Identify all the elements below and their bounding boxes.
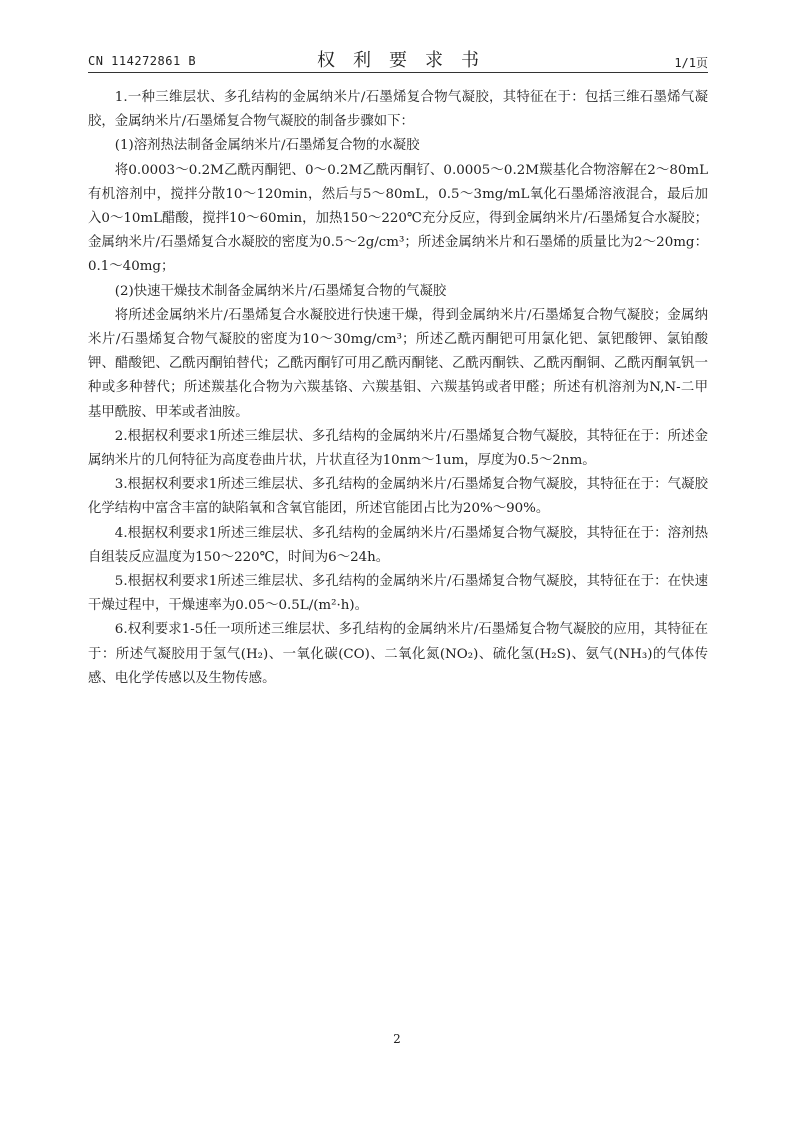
document-title: 权利要求书 <box>317 50 497 71</box>
page-info: 1/1页 <box>674 56 708 70</box>
patent-number: CN 114272861 B <box>88 54 197 68</box>
claim-1-step-2-text: 将所述金属纳米片/石墨烯复合水凝胶进行快速干燥，得到金属纳米片/石墨烯复合物气凝胶；金属纳米片/石墨烯复合物气凝胶的密度为10～30mg/cm³；所述乙酰丙酮钯可用氯化钯、氯钯酸钾、氯铂酸钾、醋酸钯、乙酰丙酮铂替代；乙酰丙酮钌可用乙酰丙酮铑、乙酰丙酮铁、乙酰丙酮铜、乙酰丙酮氧钒一种或多种替代；所述羰基化合物为六羰基铬、六羰基钼、六羰基钨或者甲醛；所述有机溶剂为N,N-二甲基甲酰胺、甲苯或者油胺。 <box>88 307 708 420</box>
claim-2-paragraph: 2.根据权利要求1所述三维层状、多孔结构的金属纳米片/石墨烯复合物气凝胶，其特征在于：所述金属纳米片的几何特征为高度卷曲片状，片状直径为10nm～1um，厚度为0.5～2nm。 <box>88 428 708 469</box>
document-header <box>88 46 708 72</box>
claim-1-paragraph: 1.一种三维层状、多孔结构的金属纳米片/石墨烯复合物气凝胶，其特征在于：包括三维石墨烯气凝胶，金属纳米片/石墨烯复合物气凝胶的制备步骤如下： <box>88 90 708 130</box>
claim-6-paragraph: 6.权利要求1-5任一项所述三维层状、多孔结构的金属纳米片/石墨烯复合物气凝胶的应用，其特征在于：所述气凝胶用于氢气(H₂)、一氧化碳(CO)、二氧化氮(NO₂)、硫化氢(H₂S)、氨气(NH₃)的气体传感、电化学传感以及生物传感。 <box>88 622 708 686</box>
claim-3-paragraph: 3.根据权利要求1所述三维层状、多孔结构的金属纳米片/石墨烯复合物气凝胶，其特征在于：气凝胶化学结构中富含丰富的缺陷氧和含氧官能团，所述官能团占比为20%～90%。 <box>88 477 708 517</box>
claims-body <box>88 86 708 691</box>
claim-4-paragraph: 4.根据权利要求1所述三维层状、多孔结构的金属纳米片/石墨烯复合物气凝胶，其特征在于：溶剂热自组装反应温度为150～220℃，时间为6～24h。 <box>88 525 708 565</box>
claim-1-step-2-heading: (2)快速干燥技术制备金属纳米片/石墨烯复合物的气凝胶 <box>114 283 447 299</box>
claim-5-paragraph: 5.根据权利要求1所述三维层状、多孔结构的金属纳米片/石墨烯复合物气凝胶，其特征在于：在快速干燥过程中，干燥速率为0.05～0.5L/(m²·h)。 <box>88 574 708 614</box>
claim-1-step-1-heading: (1)溶剂热法制备金属纳米片/石墨烯复合物的水凝胶 <box>114 138 420 154</box>
header-divider <box>88 72 708 73</box>
page-number: 2 <box>393 1032 401 1046</box>
claim-1-step-1-text: 将0.0003～0.2M乙酰丙酮钯、0～0.2M乙酰丙酮钌、0.0005～0.2M羰基化合物溶解在2～80mL有机溶剂中，搅拌分散10～120min，然后与5～80mL，0.5～3mg/mL氧化石墨烯溶液混合，最后加入0～10mL醋酸，搅拌10～60min，加热150～220℃充分反应，得到金属纳米片/石墨烯复合水凝胶；金属纳米片/石墨烯复合水凝胶的密度为0.5～2g/cm³；所述金属纳米片和石墨烯的质量比为2～20mg：0.1～40mg； <box>88 162 708 275</box>
